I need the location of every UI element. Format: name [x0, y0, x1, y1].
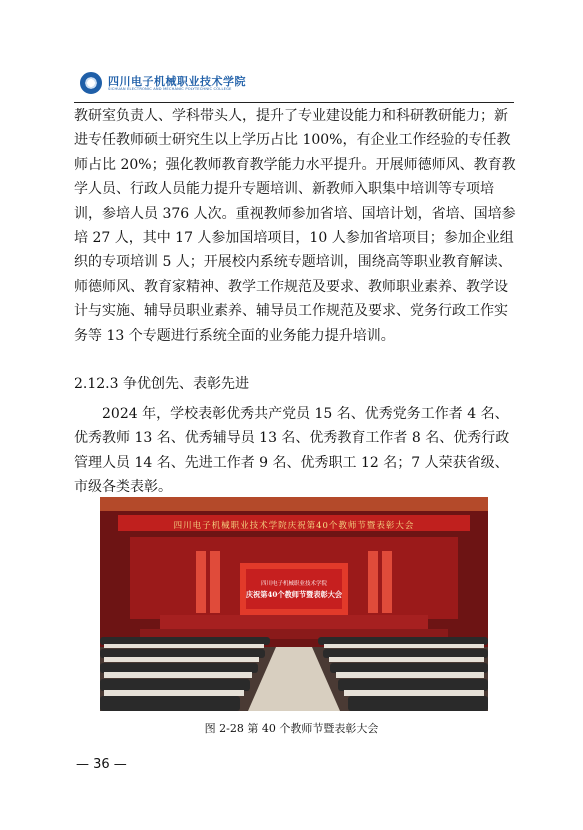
body-paragraph-2: 2024 年，学校表彰优秀共产党员 15 名、优秀党务工作者 4 名、优秀教师 13 名、优秀辅导员 13 名、优秀教育工作者 8 名、优秀行政管理人员 14 名、先进工作者 9 名、优秀职工 12 名；7 人荣获省级、市级各类表彰。 — [74, 406, 510, 496]
stage-screen-school-name: 四川电子机械职业技术学院 — [260, 581, 327, 587]
school-logo-icon — [80, 72, 102, 94]
section-heading: 2.12.3 争优创先、表彰先进 — [74, 376, 249, 392]
school-name-en: SICHUAN ELECTRONIC AND MECHANIC POLYTECHNIC COLLEGE — [108, 87, 232, 91]
page-header — [74, 70, 514, 100]
school-name-cn: 四川电子机械职业技术学院 — [108, 75, 246, 88]
figure-caption: 图 2-28 第 40 个教师节暨表彰大会 — [204, 722, 379, 735]
page-number: — 36 — — [76, 757, 127, 772]
stage-screen-title: 庆祝第40个教师节暨表彰大会 — [245, 590, 343, 599]
ceremony-banner-text: 四川电子机械职业技术学院庆祝第40个教师节暨表彰大会 — [173, 521, 415, 531]
header-divider — [74, 102, 514, 103]
body-paragraph-1: 教研室负责人、学科带头人，提升了专业建设能力和科研教研能力；新进专任教师硕士研究生以上学历占比 100%，有企业工作经验的专任教师占比 20%；强化教师教育教学能力水平提升。开展师德师风、教育教学人员、行政人员能力提升专题培训、新教师入职集中培训等专项培训，参培人员 376 人次。重视教师参加省培、国培计划，省培、国培参培 27 人，其中 17 人参加国培项目，10 人参加省培项目；参加企业组织的专项培训 5 人；开展校内系统专题培训，围绕高等职业教育解读、师德师风、教育家精神、教学工作规范及要求、教师职业素养、教学设计与实施、辅导员职业素养、辅导员工作规范及要求、党务行政工作实务等 13 个专题进行系统全面的业务能力提升培训。 — [74, 108, 516, 344]
ceremony-photo — [100, 497, 488, 711]
